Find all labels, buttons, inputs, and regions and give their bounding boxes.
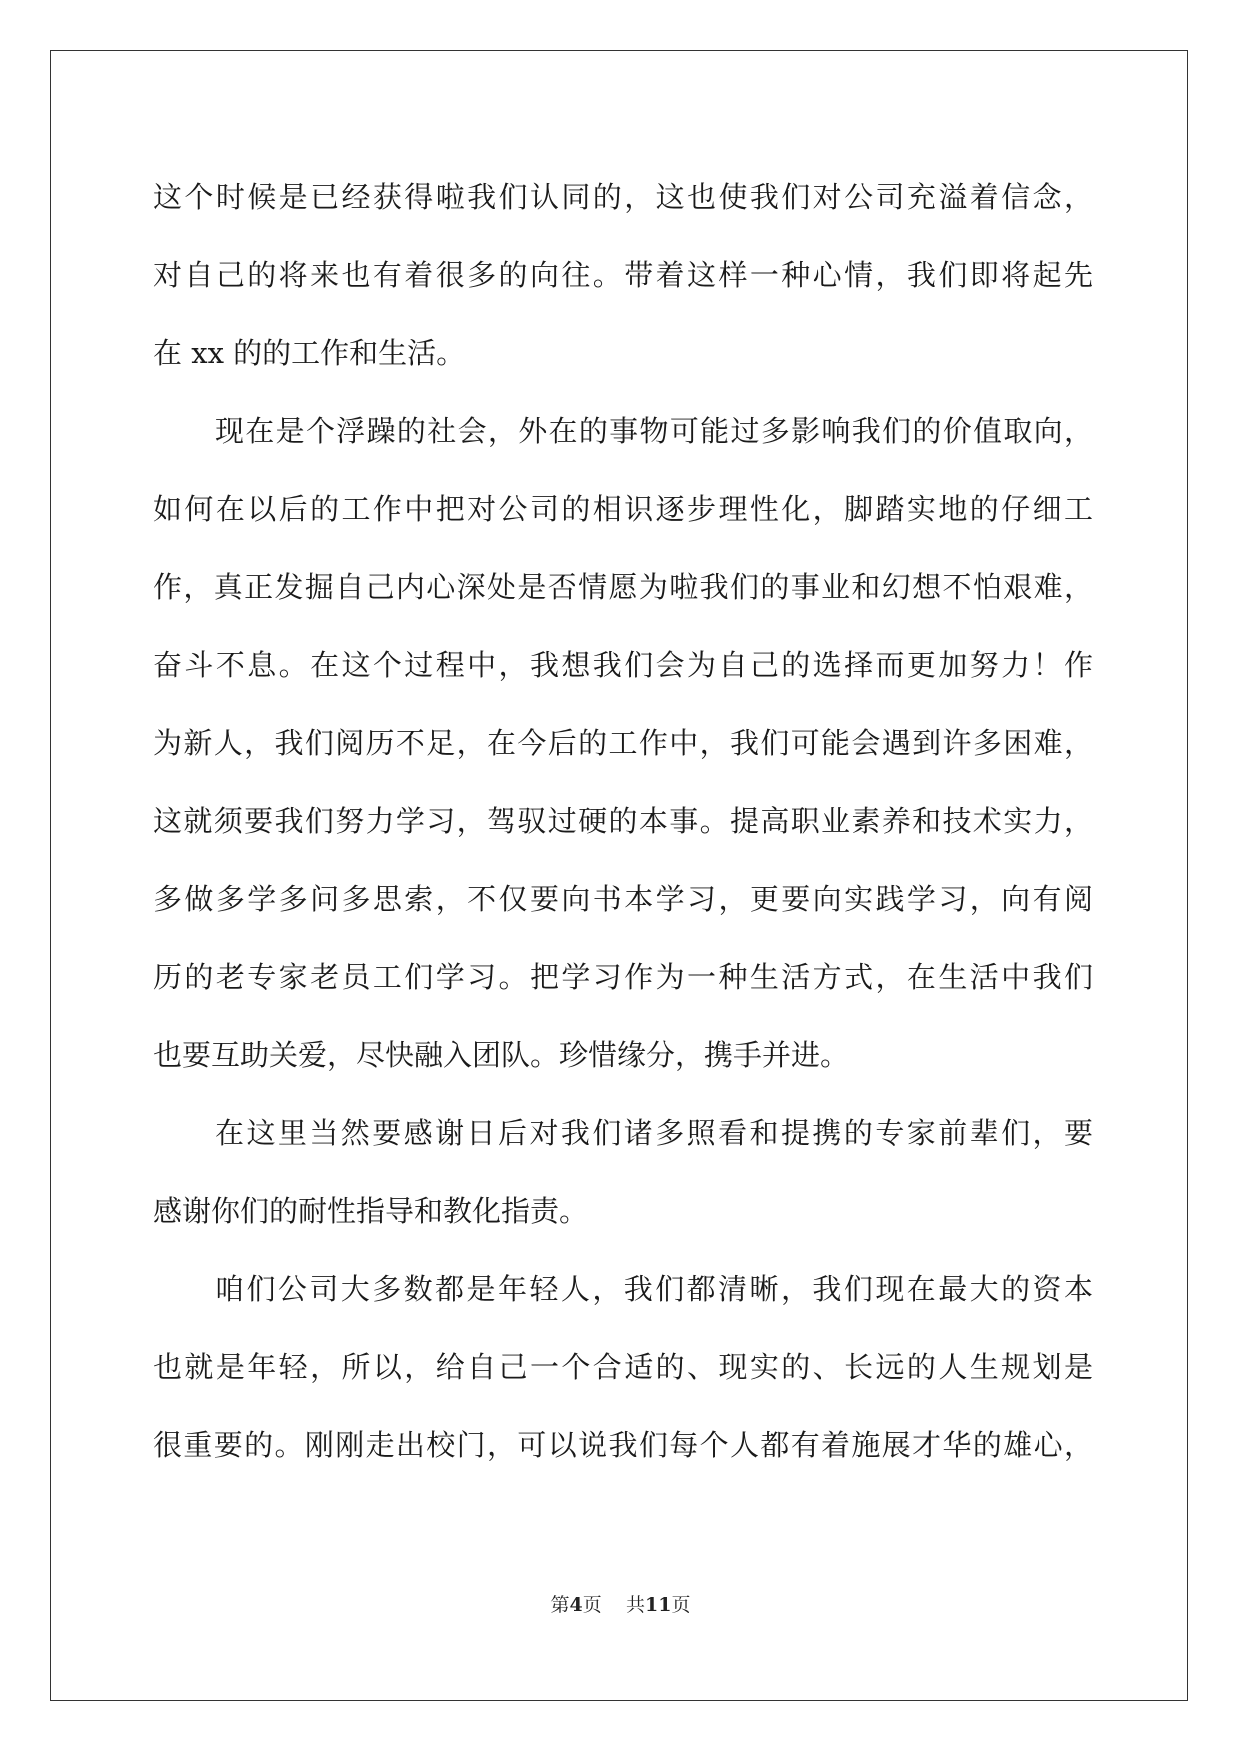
current-page-number: 4 xyxy=(569,1594,583,1616)
text-line: 对自己的将来也有着很多的向往。带着这样一种心情，我们即将起先 xyxy=(153,258,1093,292)
text-line: 多做多学多问多思索，不仅要向书本学习，更要向实践学习，向有阅 xyxy=(153,882,1093,916)
text-line: 历的老专家老员工们学习。把学习作为一种生活方式，在生活中我们 xyxy=(153,960,1093,994)
text-line: 作，真正发掘自己内心深处是否情愿为啦我们的事业和幻想不怕艰难， xyxy=(153,570,1093,604)
text-line: 这个时候是已经获得啦我们认同的，这也使我们对公司充溢着信念， xyxy=(153,180,1093,214)
document-body xyxy=(153,158,1093,1484)
text-line: 也要互助关爱，尽快融入团队。珍惜缘分，携手并进。 xyxy=(153,1038,850,1072)
text-line: 很重要的。刚刚走出校门，可以说我们每个人都有着施展才华的雄心， xyxy=(153,1428,1093,1462)
text-line: 在这里当然要感谢日后对我们诸多照看和提携的专家前辈们，要 xyxy=(215,1116,1093,1150)
text-line: 感谢你们的耐性指导和教化指责。 xyxy=(153,1194,589,1228)
footer-total-suffix: 页 xyxy=(671,1594,691,1616)
text-line: 如何在以后的工作中把对公司的相识逐步理性化，脚踏实地的仔细工 xyxy=(153,492,1093,526)
text-line: 在 xx 的的工作和生活。 xyxy=(153,336,466,370)
text-line: 为新人，我们阅历不足，在今后的工作中，我们可能会遇到许多困难， xyxy=(153,726,1093,760)
footer-prefix: 第 xyxy=(550,1594,570,1616)
text-line: 奋斗不息。在这个过程中，我想我们会为自己的选择而更加努力！作 xyxy=(153,648,1093,682)
text-line: 咱们公司大多数都是年轻人，我们都清晰，我们现在最大的资本 xyxy=(215,1272,1093,1306)
total-page-count: 11 xyxy=(644,1594,672,1616)
text-line: 这就须要我们努力学习，驾驭过硬的本事。提高职业素养和技术实力， xyxy=(153,804,1093,838)
footer-page-suffix: 页 xyxy=(582,1594,602,1616)
text-line: 现在是个浮躁的社会，外在的事物可能过多影响我们的价值取向， xyxy=(215,414,1093,448)
page-footer xyxy=(0,1590,1241,1617)
footer-total-prefix: 共 xyxy=(625,1594,645,1616)
text-line: 也就是年轻，所以，给自己一个合适的、现实的、长远的人生规划是 xyxy=(153,1350,1093,1384)
